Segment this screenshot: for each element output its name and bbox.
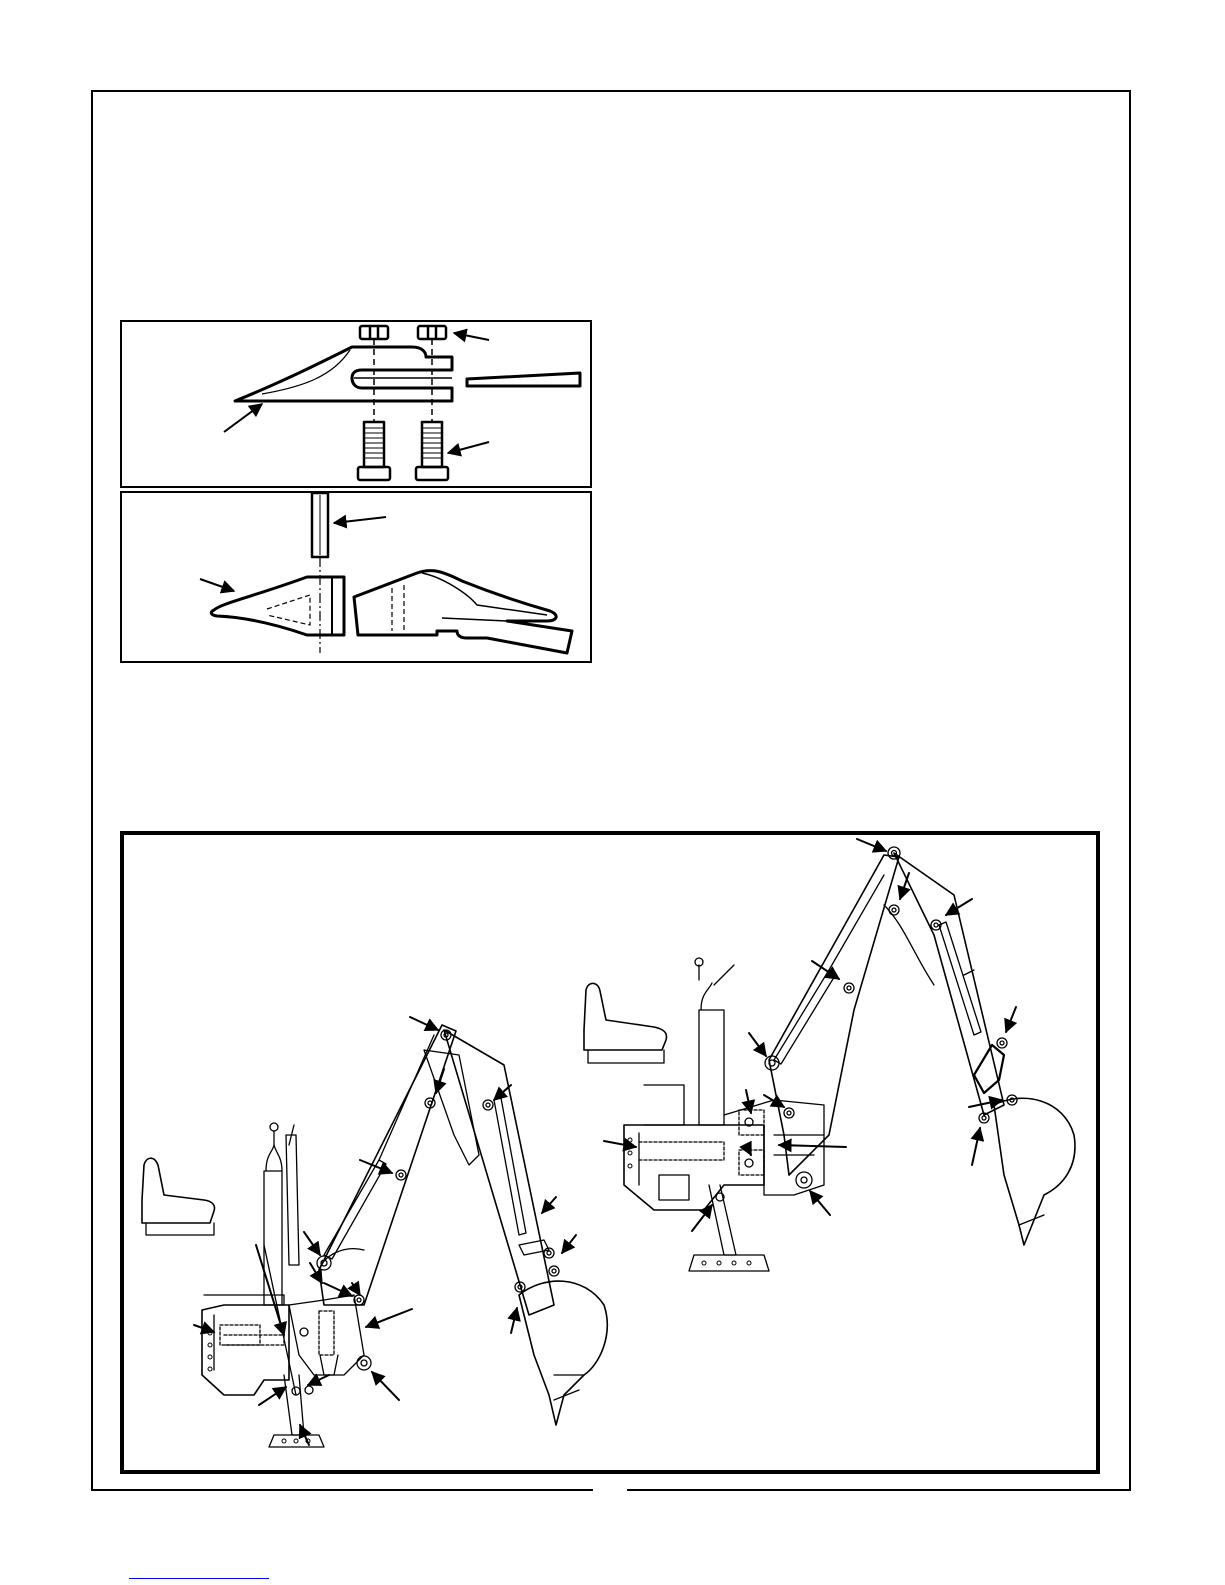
roll-pin	[312, 493, 328, 557]
bolt-left	[358, 422, 390, 480]
dipper-arm	[894, 853, 1004, 1115]
control-tower	[699, 1010, 724, 1125]
bucket	[994, 1098, 1075, 1245]
dipper-arm	[444, 1030, 554, 1315]
bottom-underline	[129, 1578, 269, 1579]
stabilizer-leg	[709, 1185, 736, 1255]
pin-on-tooth-figure	[120, 491, 592, 663]
page-number-gap	[593, 1487, 627, 1495]
boom-cylinder	[774, 970, 836, 1064]
callout-arrow-tooth	[200, 579, 234, 591]
callout-arrow-tooth	[224, 404, 262, 432]
bolt-right	[416, 422, 448, 480]
boom	[769, 855, 899, 1175]
callout-arrow-pin	[334, 517, 386, 523]
seat	[142, 1158, 215, 1223]
seat	[584, 983, 667, 1050]
nut-right	[418, 326, 446, 339]
adapter-shank	[467, 373, 580, 386]
adapter	[354, 571, 572, 653]
mainframe	[202, 1305, 289, 1395]
boom-cylinder	[324, 1160, 386, 1259]
backhoe-view-transport	[142, 1025, 607, 1447]
boom	[319, 1025, 456, 1305]
bolt-on-tooth-figure	[120, 320, 592, 488]
nut-left	[360, 326, 388, 339]
backhoe-view-extended	[584, 847, 1075, 1271]
callout-arrow-nut	[454, 333, 489, 340]
bucket	[519, 1281, 607, 1425]
backhoe-lube-points-figure	[120, 831, 1100, 1474]
grease-points	[292, 1030, 559, 1395]
callout-arrow-bolt	[448, 442, 489, 453]
mainframe	[624, 1125, 764, 1210]
